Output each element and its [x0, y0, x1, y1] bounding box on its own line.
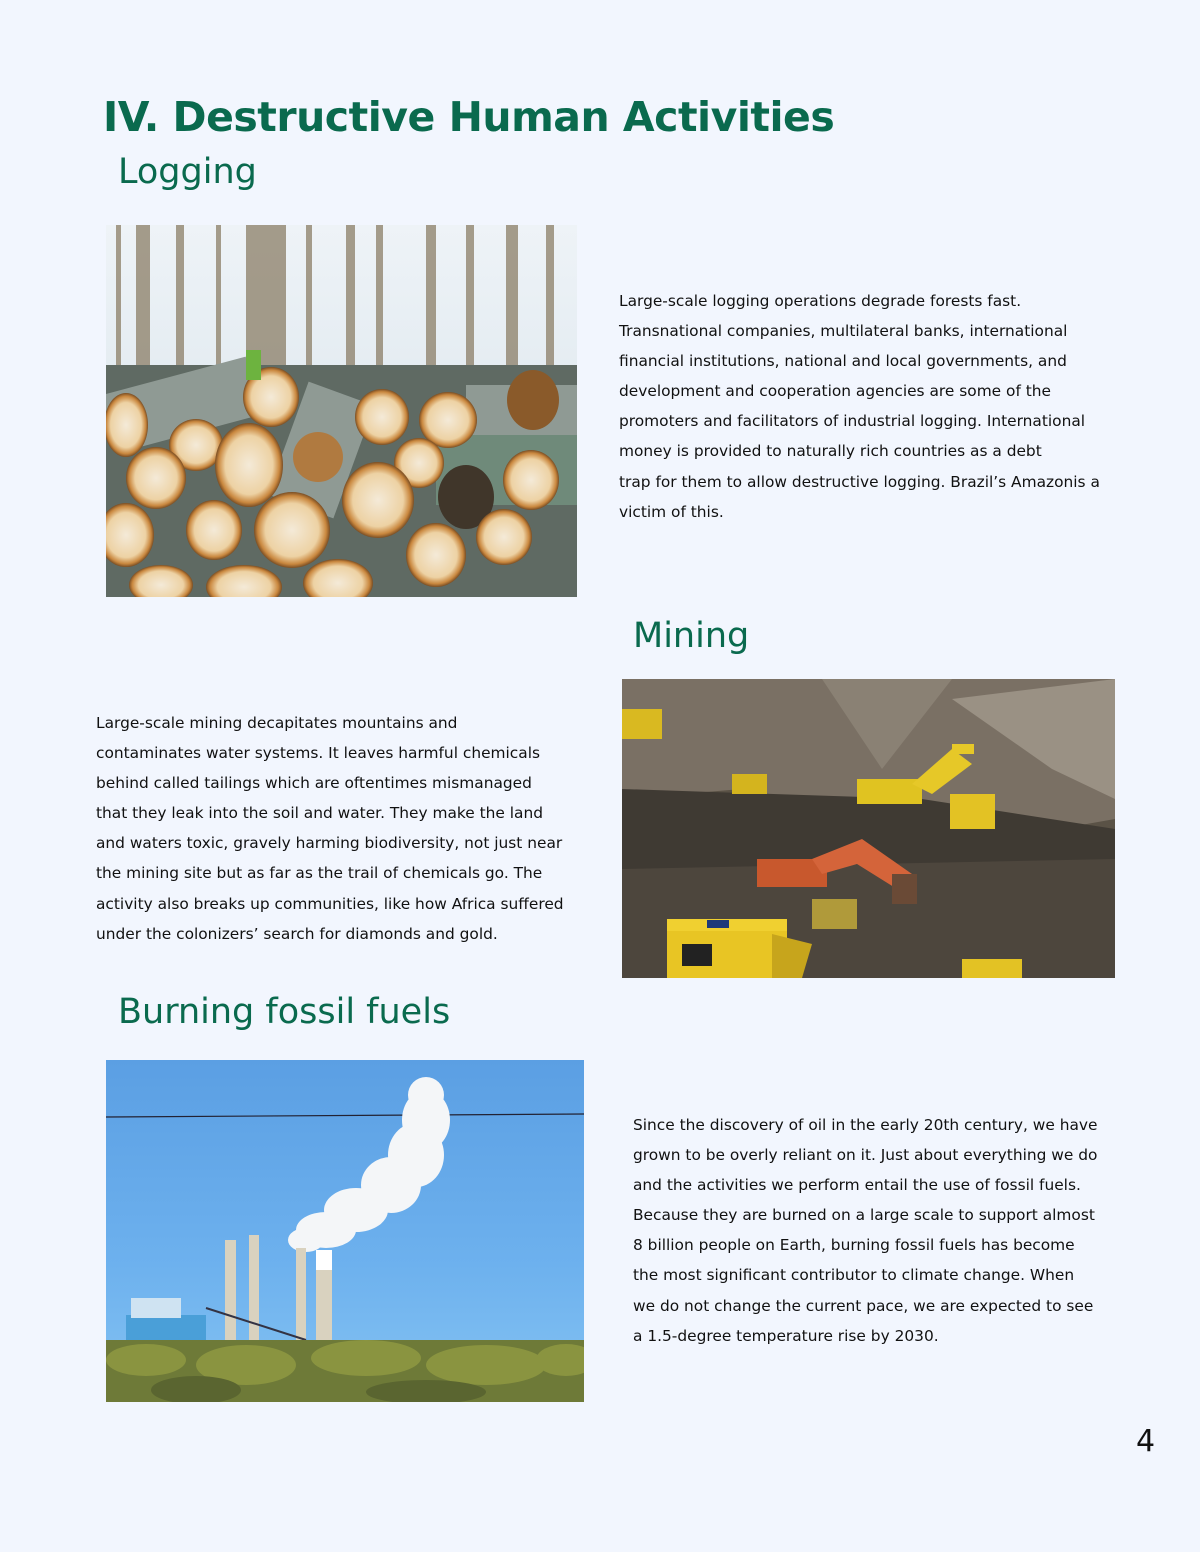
section-heading-mining: Mining — [633, 616, 750, 656]
fossil-fuels-paragraph — [633, 1110, 1097, 1351]
page-title: IV. Destructive Human Activities — [103, 93, 835, 142]
logging-paragraph — [619, 286, 1100, 527]
paragraph-line: the most significant contributor to climate change. When — [633, 1266, 1075, 1285]
paragraph-line: that they leak into the soil and water. They make the land — [96, 804, 544, 823]
paragraph-line: a 1.5-degree temperature rise by 2030. — [633, 1326, 939, 1345]
logging-image — [106, 225, 577, 597]
paragraph-line: Large-scale mining decapitates mountains and — [96, 714, 458, 732]
paragraph-line: grown to be overly reliant on it. Just about everything we do — [633, 1146, 1098, 1165]
paragraph-line: we do not change the current pace, we are expected to see — [633, 1296, 1094, 1315]
paragraph-line: the mining site but as far as the trail of chemicals go. The — [96, 864, 543, 883]
paragraph-line: victim of this. — [619, 502, 724, 521]
paragraph-line: under the colonizers’ search for diamonds and gold. — [96, 924, 498, 943]
paragraph-line: Because they are burned on a large scale to support almost — [633, 1206, 1095, 1225]
paragraph-line: and the activities we perform entail the use of fossil fuels. — [633, 1176, 1081, 1195]
paragraph-line: activity also breaks up communities, like how Africa suffered — [96, 894, 564, 913]
paragraph-line: money is provided to naturally rich countries as a debt — [619, 442, 1042, 461]
paragraph-line: trap for them to allow destructive logging. Brazil’s Amazonis a — [619, 472, 1100, 491]
paragraph-line: and waters toxic, gravely harming biodiversity, not just near — [96, 834, 563, 853]
section-heading-logging: Logging — [118, 152, 257, 192]
paragraph-line: Since the discovery of oil in the early 20th century, we have — [633, 1116, 1098, 1134]
paragraph-line: promoters and facilitators of industrial logging. International — [619, 412, 1086, 431]
paragraph-line: Transnational companies, multilateral banks, international — [619, 322, 1068, 341]
paragraph-line: contaminates water systems. It leaves harmful chemicals — [96, 744, 540, 763]
paragraph-line: development and cooperation agencies are some of the — [619, 382, 1052, 401]
paragraph-line: Large-scale logging operations degrade forests fast. — [619, 292, 1022, 310]
page-number: 4 — [1136, 1424, 1156, 1459]
paragraph-line: 8 billion people on Earth, burning fossil fuels has become — [633, 1236, 1075, 1255]
section-heading-fossil-fuels: Burning fossil fuels — [118, 992, 451, 1032]
mining-image — [622, 679, 1115, 978]
mining-paragraph — [96, 708, 564, 949]
paragraph-line: financial institutions, national and local governments, and — [619, 352, 1067, 371]
fossil-fuels-image — [106, 1060, 584, 1402]
paragraph-line: behind called tailings which are oftentimes mismanaged — [96, 774, 532, 793]
